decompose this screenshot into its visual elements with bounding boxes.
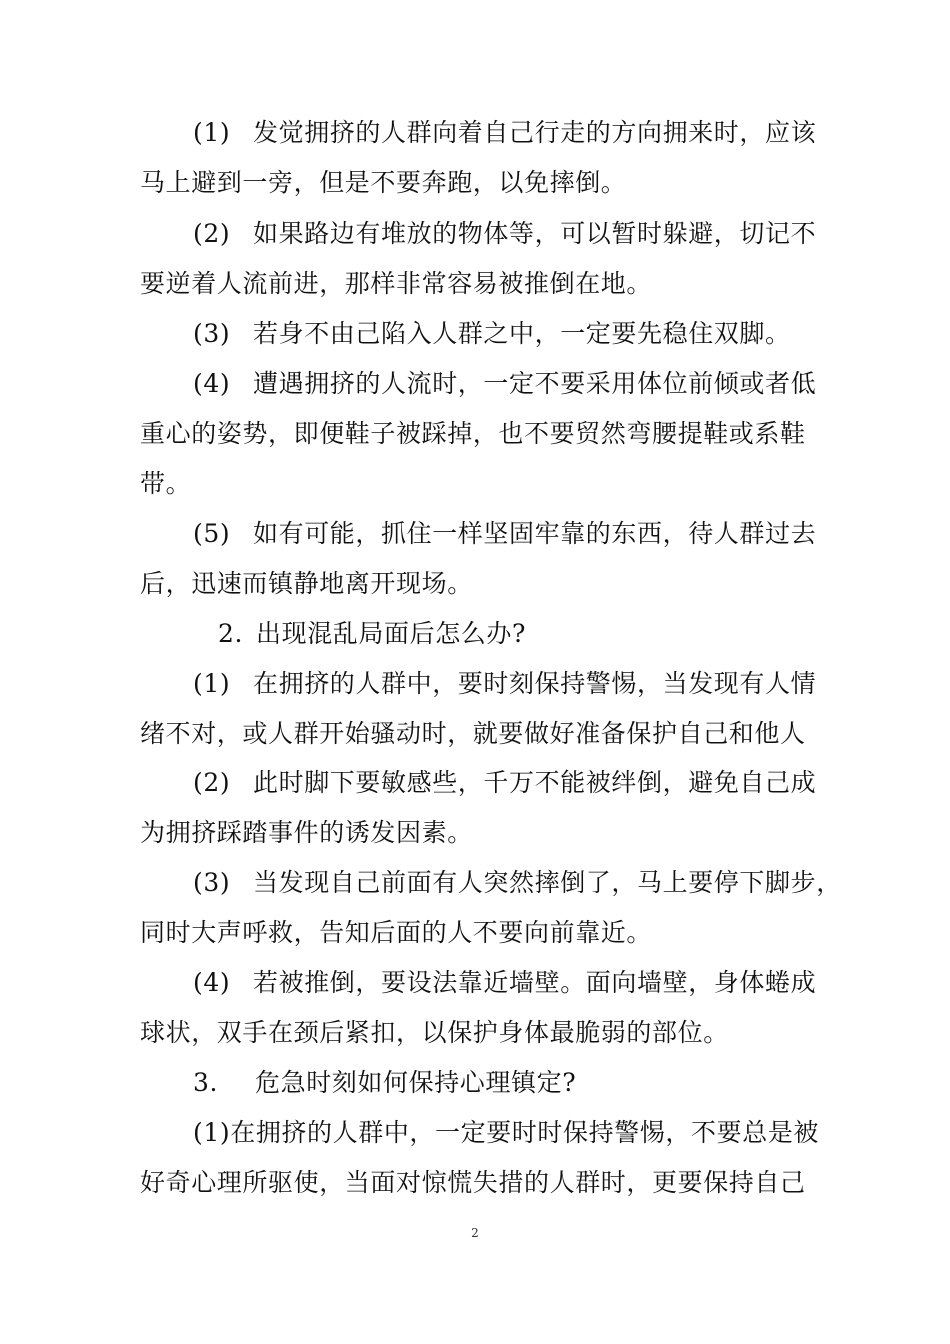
- list-number: (4): [193, 968, 231, 997]
- paragraph-line: [193, 768, 816, 798]
- section-heading: [218, 619, 526, 649]
- list-number: (3): [193, 319, 231, 348]
- paragraph-line: [193, 369, 816, 399]
- line-text: 若被推倒，要设法靠近墙壁。面向墙壁，身体蜷成: [253, 968, 817, 997]
- line-text: 当发现自己前面有人突然摔倒了，马上要停下脚步，: [253, 868, 842, 897]
- page-number: 2: [471, 1226, 479, 1240]
- list-number: (4): [193, 369, 231, 398]
- line-text: 重心的姿势，即便鞋子被踩掉，也不要贸然弯腰提鞋或系鞋: [140, 419, 806, 448]
- paragraph-line: [193, 219, 816, 249]
- paragraph-line: [140, 1018, 729, 1048]
- line-text: 后，迅速而镇静地离开现场。: [140, 569, 473, 598]
- line-text: 如有可能，抓住一样坚固牢靠的东西，待人群过去: [253, 519, 817, 548]
- paragraph-line: [140, 469, 191, 499]
- line-text: (1)在拥挤的人群中，一定要时时保持警惕，不要总是被: [193, 1118, 820, 1147]
- heading-text: 出现混乱局面后怎么办?: [256, 619, 527, 648]
- line-text: 绪不对，或人群开始骚动时，就要做好准备保护自己和他人: [140, 719, 806, 748]
- paragraph-line: [193, 519, 816, 549]
- section-number: 3.: [193, 1068, 219, 1097]
- list-number: (2): [193, 768, 231, 797]
- paragraph-line: [193, 1118, 819, 1148]
- line-text: 在拥挤的人群中，要时刻保持警惕，当发现有人情: [253, 669, 817, 698]
- paragraph-line: [140, 168, 626, 198]
- line-text: 马上避到一旁，但是不要奔跑，以免摔倒。: [140, 168, 627, 197]
- list-number: (1): [193, 118, 231, 147]
- paragraph-line: [140, 818, 473, 848]
- paragraph-line: [193, 968, 816, 998]
- line-text: 带。: [140, 469, 192, 498]
- list-number: (3): [193, 868, 231, 897]
- line-text: 好奇心理所驱使，当面对惊慌失措的人群时，更要保持自己: [140, 1168, 806, 1197]
- section-number: 2.: [218, 619, 244, 648]
- paragraph-line: [140, 419, 806, 449]
- line-text: 遭遇拥挤的人流时，一定不要采用体位前倾或者低: [253, 369, 817, 398]
- list-number: (1): [193, 669, 231, 698]
- line-text: 此时脚下要敏感些，千万不能被绊倒，避免自己成: [253, 768, 817, 797]
- paragraph-line: [193, 669, 816, 699]
- paragraph-line: [193, 319, 791, 349]
- line-text: 同时大声呼救，告知后面的人不要向前靠近。: [140, 918, 653, 947]
- paragraph-line: [140, 918, 652, 948]
- paragraph-line: [140, 1168, 806, 1198]
- paragraph-line: [140, 269, 652, 299]
- paragraph-line: [193, 868, 842, 898]
- paragraph-line: [140, 719, 806, 749]
- list-number: (2): [193, 219, 231, 248]
- paragraph-line: [140, 569, 473, 599]
- line-text: 若身不由己陷入人群之中，一定要先稳住双脚。: [253, 319, 791, 348]
- list-number: (5): [193, 519, 231, 548]
- section-heading: [193, 1068, 576, 1098]
- line-text: 发觉拥挤的人群向着自己行走的方向拥来时，应该: [253, 118, 817, 147]
- line-text: 为拥挤踩踏事件的诱发因素。: [140, 818, 473, 847]
- line-text: 球状，双手在颈后紧扣，以保护身体最脆弱的部位。: [140, 1018, 729, 1047]
- line-text: 如果路边有堆放的物体等，可以暂时躲避，切记不: [253, 219, 817, 248]
- line-text: 要逆着人流前进，那样非常容易被推倒在地。: [140, 269, 653, 298]
- paragraph-line: [193, 118, 816, 148]
- heading-text: 危急时刻如何保持心理镇定?: [255, 1068, 577, 1097]
